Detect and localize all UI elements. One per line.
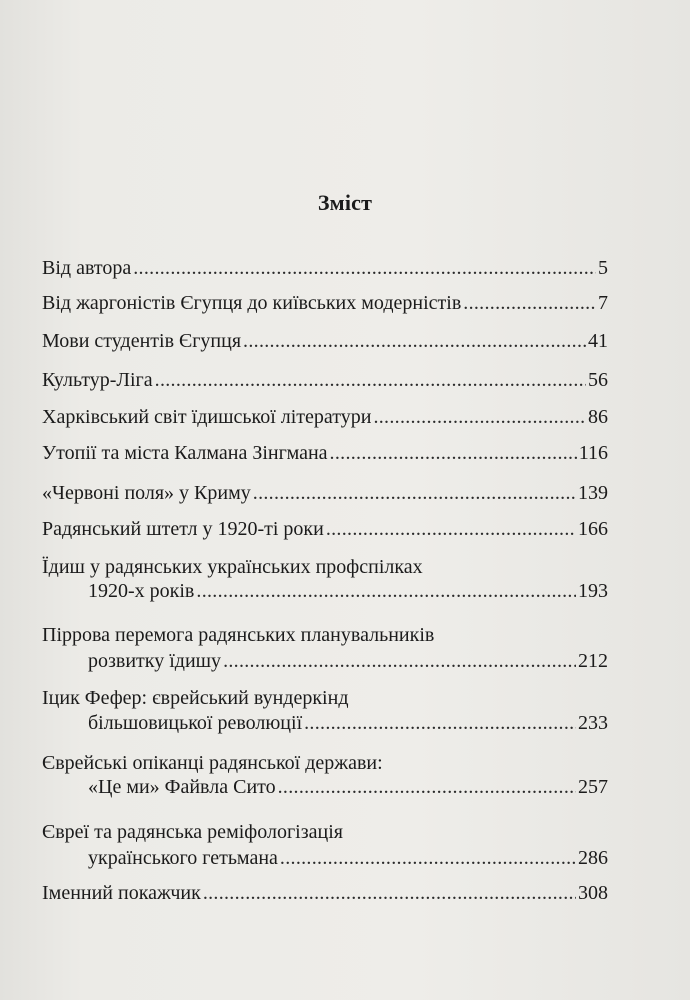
toc-entry-title-continued: українського гетьмана: [88, 847, 278, 869]
toc-entry: [42, 405, 608, 429]
toc-entry-title: Утопії та міста Калмана Зінгмана: [42, 442, 328, 464]
toc-entry: [42, 517, 608, 541]
page-title: Зміст: [317, 190, 373, 215]
toc-entry-heading-line: [42, 623, 608, 647]
toc-entry-page: 166: [578, 518, 608, 540]
toc-entry: [88, 846, 608, 870]
dot-leader: [304, 711, 576, 735]
toc-entry: [42, 329, 608, 353]
toc-entry: [42, 256, 608, 280]
toc-entry: [88, 649, 608, 673]
toc-entry: [42, 481, 608, 505]
toc-entry: [88, 579, 608, 603]
toc-entry: [88, 775, 608, 799]
dot-leader: [155, 368, 586, 392]
dot-leader: [196, 579, 576, 603]
dot-leader: [253, 481, 576, 505]
toc-entry-page: 139: [578, 482, 608, 504]
toc-entry-page: 41: [588, 330, 608, 352]
toc-entry: [42, 881, 608, 905]
toc-entry-page: 86: [588, 406, 608, 428]
toc-entry-title-continued: «Це ми» Файвла Сито: [88, 776, 276, 798]
dot-leader: [278, 775, 576, 799]
toc-entry-title: Піррова перемога радянських планувальників: [42, 624, 435, 646]
toc-entry-title-continued: 1920-х років: [88, 580, 195, 602]
toc-entry-title: Іцик Фефер: єврейський вундеркінд: [42, 687, 349, 709]
toc-entry-heading-line: [42, 751, 608, 775]
toc-entry: [42, 368, 608, 392]
toc-entry-title: Від автора: [42, 257, 132, 279]
toc-entry-title: Культур-Ліга: [42, 369, 153, 391]
dot-leader: [463, 291, 596, 315]
toc-entry-page: 212: [578, 650, 608, 672]
toc-entry-title: «Червоні поля» у Криму: [42, 482, 251, 504]
toc-entry-page: 116: [578, 442, 608, 464]
toc-entry: [42, 441, 608, 465]
dot-leader: [243, 329, 586, 353]
toc-entry-page: 56: [588, 369, 608, 391]
toc-entry-title: Їдиш у радянських українських профспілках: [42, 556, 423, 578]
toc-entry-heading-line: [42, 820, 608, 844]
toc-entry-title: Радянський штетл у 1920-ті роки: [42, 518, 324, 540]
toc-entry: [88, 711, 608, 735]
toc-entry-title: Від жаргоністів Єгупця до київських модерністів: [42, 292, 462, 314]
toc-entry-heading-line: [42, 686, 608, 710]
toc-entry-page: 7: [598, 292, 608, 314]
dot-leader: [203, 881, 576, 905]
dot-leader: [373, 405, 586, 429]
dot-leader: [330, 441, 577, 465]
toc-entry-page: 5: [598, 257, 608, 279]
dot-leader: [133, 256, 596, 280]
toc-entry-page: 193: [578, 580, 608, 602]
toc-entry-title: Єврейські опіканці радянської держави:: [42, 752, 383, 774]
toc-entry-title: Іменний покажчик: [42, 882, 201, 904]
toc-entry-heading-line: [42, 555, 608, 579]
dot-leader: [326, 517, 576, 541]
toc-entry-title: Євреї та радянська реміфологізація: [42, 821, 343, 843]
toc-entry-page: 308: [578, 882, 608, 904]
toc-entry-page: 233: [578, 712, 608, 734]
toc-entry-title-continued: розвитку їдишу: [88, 650, 222, 672]
dot-leader: [280, 846, 576, 870]
toc-entry-title: Мови студентів Єгупця: [42, 330, 242, 352]
toc-entry-title: Харківський світ їдишської літератури: [42, 406, 372, 428]
dot-leader: [223, 649, 576, 673]
toc-entry: [42, 291, 608, 315]
toc-entry-page: 257: [578, 776, 608, 798]
toc-entry-page: 286: [578, 847, 608, 869]
toc-entry-title-continued: більшовицької революції: [88, 712, 303, 734]
